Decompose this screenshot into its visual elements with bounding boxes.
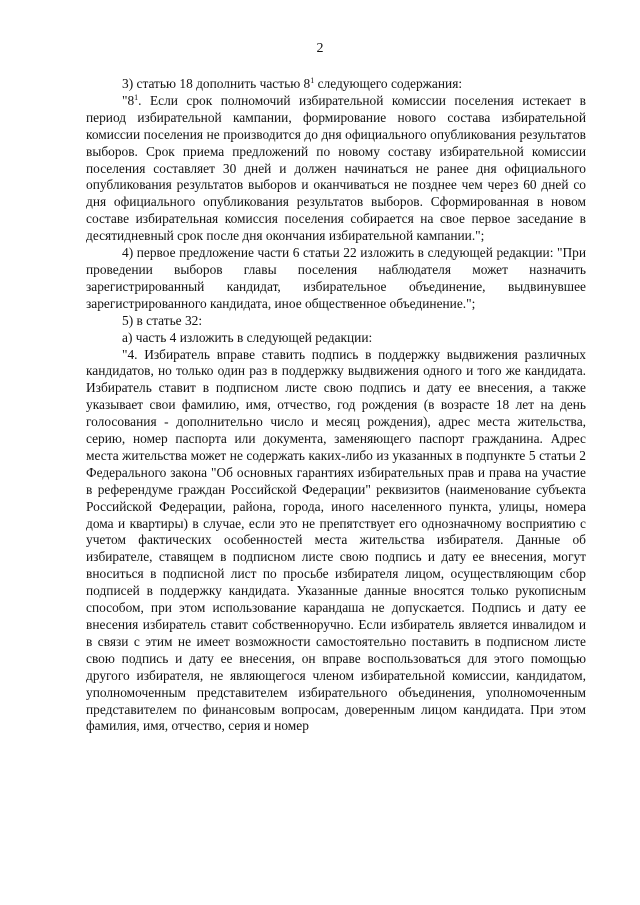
page-number: 2 xyxy=(316,41,324,56)
paragraph-part-4: "4. Избиратель вправе ставить подпись в поддержку выдвижения различных кандидатов, но только один раз в поддержку выдвижения одного и того же кандидата. Избиратель ставит в подписном листе свою подпись и дату ее внесения, а также указывает свои фамилию, имя, отчество, год рождения (в возрасте 18 лет на день голосования - дополнительно число и месяц рождения), адрес места жительства, серию, номер паспорта или документа, заменяющего паспорт гражданина. Адрес места жительства может не содержать каких-либо из указанных в подпункте 5 статьи 2 Федерального закона "Об основных гарантиях избирательных прав и права на участие в референдуме граждан Российской Федерации" реквизитов (наименование субъекта Российской Федерации, района, города, иного населенного пункта, улицы, номера дома и квартиры) в случае, если это не препятствует его однозначному восприятию с учетом фактических особенностей места жительства избирателя. Данные об избирателе, ставящем в подписном листе свою подпись и дату ее внесения, могут вноситься в подписной лист по просьбе избирателя лицом, осуществляющим сбор подписей в поддержку кандидата. Указанные данные вносятся только рукописным способом, при этом использование карандаша не допускается. Подпись и дату ее внесения избиратель ставит собственноручно. Если избиратель является инвалидом и в связи с этим не имеет возможности самостоятельно поставить в подписном листе свою подпись и дату ее внесения, он вправе воспользоваться для этого помощью другого избирателя, не являющегося членом избирательной комиссии, кандидатом, уполномоченным представителем избирательного объединения, уполномоченным представителем по финансовым вопросам, доверенным лицом кандидата. При этом фамилия, имя, отчество, серия и номер xyxy=(86,346,586,734)
paragraph-item-5: 5) в статье 32: xyxy=(122,312,203,328)
paragraph-text: следующего содержания: xyxy=(314,76,463,91)
paragraph-item-5a: а) часть 4 изложить в следующей редакции: xyxy=(122,329,373,345)
paragraph-text: 3) статью 18 дополнить частью 8 xyxy=(122,76,311,91)
superscript: 1 xyxy=(310,76,315,85)
superscript: 1 xyxy=(134,92,139,102)
paragraph-text: "8 xyxy=(122,92,135,108)
paragraph-amend-article-18 xyxy=(86,76,586,93)
paragraph-part-8-1 xyxy=(86,93,586,245)
paragraph-item-4: 4) первое предложение части 6 статьи 22 изложить в следующей редакции: "При проведении выборов главы поселения наблюдателя может назначить зарегистрированный кандидат, избирательное объединение, выдвинувшее зарегистрированного кандидата, иное общественное объединение."; xyxy=(86,245,586,311)
paragraph-text: . Если срок полномочий избирательной комиссии поселения истекает в период избирательной кампании, формирование нового состава избирательной комиссии поселения не производится до дня официального опубликования результатов выборов. Срок приема предложений по новому составу избирательной комиссии поселения составляет 30 дней и должен начинаться не ранее дня официального опубликования результатов выборов и оканчиваться не позднее чем через 60 дней со дня официального опубликования результатов выборов. Сформированная в новом составе избирательная комиссия поселения собирается на свое первое заседание в десятидневный срок после дня окончания избирательной кампании."; xyxy=(86,92,586,244)
document-body xyxy=(86,76,586,735)
